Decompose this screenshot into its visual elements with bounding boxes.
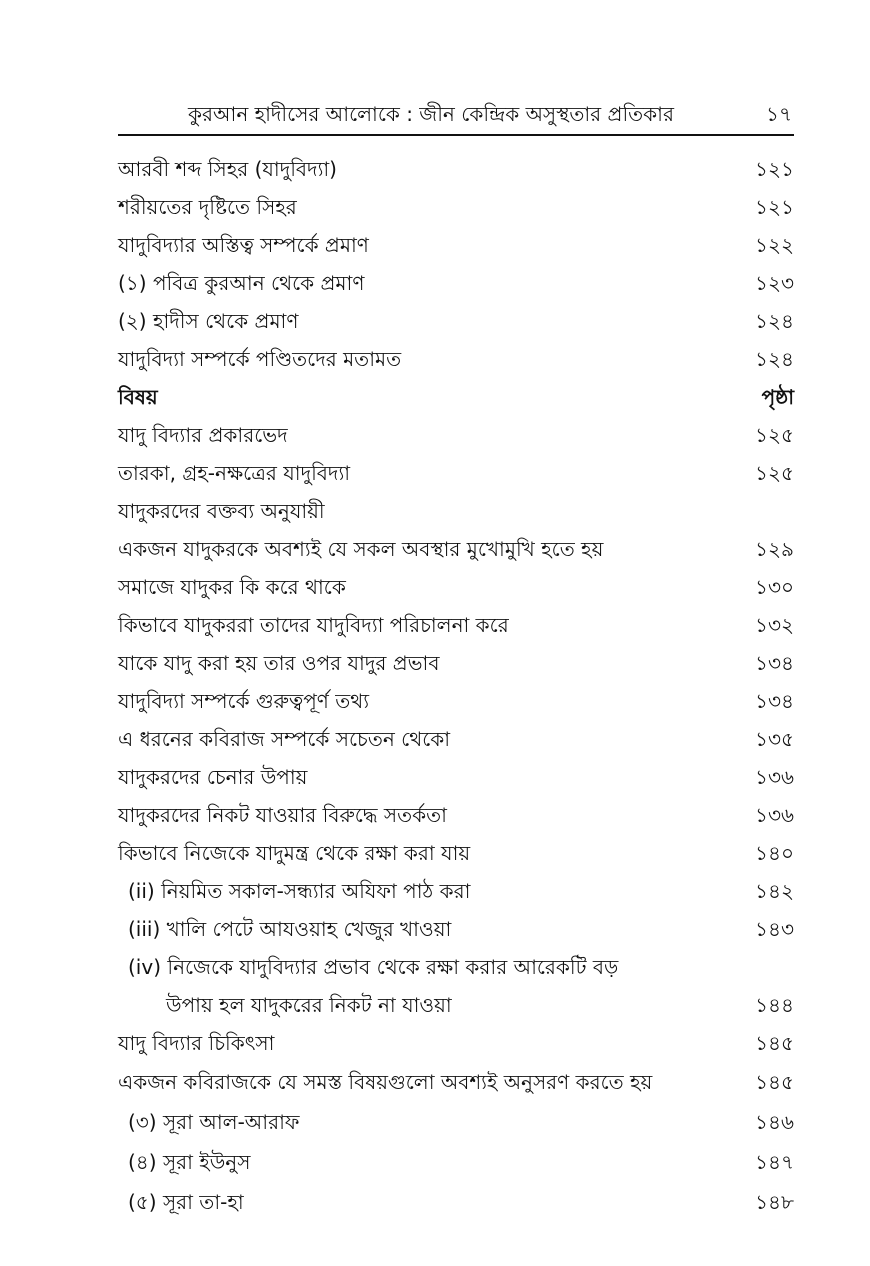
header-rule bbox=[118, 134, 794, 136]
toc-entry-title: তারকা, গ্রহ-নক্ষত্রের যাদুবিদ্যা bbox=[118, 461, 351, 485]
toc-entry-page: ১৪৮ bbox=[755, 1190, 794, 1214]
toc-entry-page: ১৩৬ bbox=[755, 803, 794, 827]
toc-entry-title: শরীয়তের দৃষ্টিতে সিহর bbox=[118, 195, 297, 219]
toc-entry-title: যাদুকরদের বক্তব্য অনুযায়ী bbox=[118, 499, 325, 523]
toc-entry-title: যাদুকরদের নিকট যাওয়ার বিরুদ্ধে সতর্কতা bbox=[118, 803, 447, 827]
toc-entry-title: কিভাবে যাদুকররা তাদের যাদুবিদ্যা পরিচালনা করে bbox=[118, 613, 509, 637]
toc-entry bbox=[118, 872, 794, 910]
toc-entry bbox=[118, 758, 794, 796]
toc-entry-title: (iii) খালি পেটে আযওয়াহ খেজুর খাওয়া bbox=[128, 917, 452, 941]
toc-entry bbox=[118, 1182, 794, 1222]
toc-entry-title: একজন কবিরাজকে যে সমস্ত বিষয়গুলো অবশ্যই অনুসরণ করতে হয় bbox=[118, 1070, 653, 1094]
toc-entry-title: যাকে যাদু করা হয় তার ওপর যাদুর প্রভাব bbox=[118, 651, 440, 675]
toc-entry bbox=[118, 340, 794, 378]
toc-entry bbox=[118, 682, 794, 720]
toc-entry-title: এ ধরনের কবিরাজ সম্পর্কে সচেতন থেকো bbox=[118, 727, 451, 751]
toc-entry-title: যাদু বিদ্যার চিকিৎসা bbox=[118, 1031, 275, 1055]
toc-entry bbox=[118, 150, 794, 188]
toc-entry-page: ১৩৬ bbox=[755, 765, 794, 789]
toc-entry-page: ১৩৫ bbox=[755, 727, 794, 751]
toc-entry-title: যাদু বিদ্যার প্রকারভেদ bbox=[118, 423, 288, 447]
toc-entry bbox=[118, 264, 794, 302]
toc-entry-continuation bbox=[118, 986, 794, 1024]
toc-entry bbox=[118, 492, 794, 530]
toc-entry bbox=[118, 226, 794, 264]
running-header bbox=[118, 100, 794, 130]
toc-entry-page: ১৪০ bbox=[755, 841, 794, 865]
toc-entry-title: কিভাবে নিজেকে যাদুমন্ত্র থেকে রক্ষা করা যায় bbox=[118, 841, 471, 865]
toc-entry-page: ১৪৭ bbox=[755, 1150, 794, 1174]
toc-column-headings bbox=[118, 378, 794, 416]
toc-entry bbox=[118, 1102, 794, 1142]
toc-heading-subject: বিষয় bbox=[118, 385, 158, 409]
toc-entry bbox=[118, 302, 794, 340]
toc-entry bbox=[118, 834, 794, 872]
toc-entry-title: একজন যাদুকরকে অবশ্যই যে সকল অবস্থার মুখোমুখি হতে হয় bbox=[118, 537, 604, 561]
toc-entry-page: ১২৪ bbox=[755, 347, 794, 371]
table-of-contents bbox=[118, 150, 794, 1222]
toc-entry bbox=[118, 1142, 794, 1182]
toc-entry bbox=[118, 948, 794, 986]
toc-entry bbox=[118, 530, 794, 568]
toc-entry bbox=[118, 796, 794, 834]
toc-entry bbox=[118, 720, 794, 758]
toc-entry-page: ১২১ bbox=[755, 195, 794, 219]
toc-entry-title: (১) পবিত্র কুরআন থেকে প্রমাণ bbox=[118, 271, 365, 295]
toc-entry-page: ১২১ bbox=[755, 157, 794, 181]
toc-entry-page: ১৩০ bbox=[755, 575, 794, 599]
toc-entry bbox=[118, 644, 794, 682]
toc-entry-title: সমাজে যাদুকর কি করে থাকে bbox=[118, 575, 346, 599]
toc-entry bbox=[118, 416, 794, 454]
toc-entry-title: (৫) সূরা তা-হা bbox=[128, 1190, 244, 1214]
toc-entry-page: ১৪৬ bbox=[755, 1110, 794, 1134]
toc-entry-page: ১২২ bbox=[755, 233, 794, 257]
toc-entry-page: ১২৪ bbox=[755, 309, 794, 333]
toc-entry-title: (৩) সূরা আল-আরাফ bbox=[128, 1110, 300, 1134]
toc-entry-page: ১৩৪ bbox=[755, 689, 794, 713]
toc-entry bbox=[118, 188, 794, 226]
toc-entry-title: আরবী শব্দ সিহর (যাদুবিদ্যা) bbox=[118, 157, 337, 181]
toc-entry-title: (৪) সূরা ইউনুস bbox=[128, 1150, 251, 1174]
toc-entry bbox=[118, 910, 794, 948]
toc-entry-page: ১৩২ bbox=[755, 613, 794, 637]
toc-entry bbox=[118, 454, 794, 492]
toc-entry-page: ১২৫ bbox=[755, 461, 794, 485]
toc-entry-page: ১৪৪ bbox=[755, 993, 794, 1017]
toc-heading-page: পৃষ্ঠা bbox=[761, 385, 794, 409]
header-page-number: ১৭ bbox=[766, 102, 792, 126]
toc-entry-page: ১২৯ bbox=[755, 537, 794, 561]
toc-entry-title: যাদুবিদ্যা সম্পর্কে গুরুত্বপূর্ণ তথ্য bbox=[118, 689, 370, 713]
toc-entry-title: যাদুকরদের চেনার উপায় bbox=[118, 765, 308, 789]
toc-entry-title: যাদুবিদ্যা সম্পর্কে পণ্ডিতদের মতামত bbox=[118, 347, 402, 371]
toc-entry bbox=[118, 568, 794, 606]
toc-entry-title: উপায় হল যাদুকরের নিকট না যাওয়া bbox=[166, 993, 452, 1017]
toc-entry-title: (iv) নিজেকে যাদুবিদ্যার প্রভাব থেকে রক্ষা করার আরেকটি বড় bbox=[128, 955, 619, 979]
toc-entry bbox=[118, 606, 794, 644]
toc-entry-page: ১৪২ bbox=[755, 879, 794, 903]
toc-entry-title: যাদুবিদ্যার অস্তিত্ব সম্পর্কে প্রমাণ bbox=[118, 233, 369, 257]
toc-entry-page: ১২৩ bbox=[755, 271, 794, 295]
toc-entry-page: ১৪৫ bbox=[755, 1031, 794, 1055]
toc-entry bbox=[118, 1024, 794, 1062]
toc-entry-title: (ii) নিয়মিত সকাল-সন্ধ্যার অযিফা পাঠ করা bbox=[128, 879, 471, 903]
toc-entry-page: ১৩৪ bbox=[755, 651, 794, 675]
toc-entry-page: ১৪৫ bbox=[755, 1070, 794, 1094]
header-title: কুরআন হাদীসের আলোকে : জীন কেন্দ্রিক অসুস্থতার প্রতিকার bbox=[188, 102, 674, 126]
toc-entry-page: ১২৫ bbox=[755, 423, 794, 447]
toc-entry-page: ১৪৩ bbox=[755, 917, 794, 941]
toc-entry bbox=[118, 1062, 794, 1102]
toc-entry-title: (২) হাদীস থেকে প্রমাণ bbox=[118, 309, 299, 333]
